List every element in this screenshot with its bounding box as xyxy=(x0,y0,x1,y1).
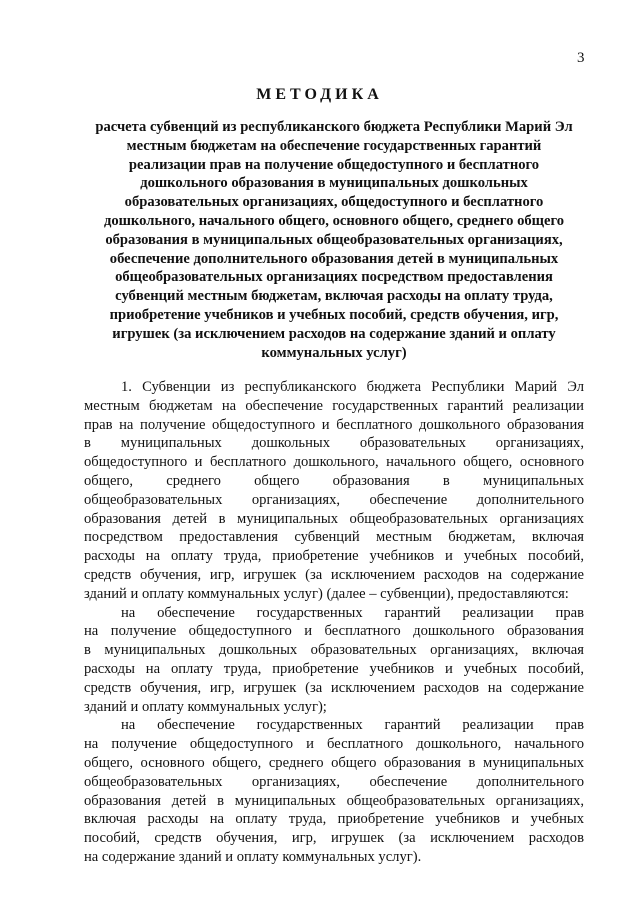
paragraph-3-line: пособий, средств обучения, игр, игрушек (за исключением расходов xyxy=(84,830,584,847)
paragraph-1-line: общедоступного и бесплатного дошкольного, начального общего, основного xyxy=(84,454,584,471)
paragraph-2-line: расходы на оплату труда, приобретение учебников и учебных пособий, xyxy=(84,660,584,677)
paragraph-1-line: местным бюджетам на обеспечение государственных гарантий реализации xyxy=(84,397,584,414)
subtitle-line: образования в муниципальных общеобразовательных организациях, xyxy=(105,231,563,248)
paragraph-1-line: образования детей в муниципальных общеобразовательных организациях xyxy=(84,510,584,527)
page-number: 3 xyxy=(577,50,585,66)
paragraph-3-line: на получение общедоступного и бесплатного дошкольного, начального xyxy=(84,736,584,753)
paragraph-1-line: 1. Субвенции из республиканского бюджета Республики Марий Эл xyxy=(121,379,584,395)
paragraph-3-line: на обеспечение государственных гарантий реализации прав xyxy=(121,717,584,734)
subtitle-line: обеспечение дополнительного образования детей в муниципальных xyxy=(109,250,559,267)
paragraph-1-line: общеобразовательных организациях, обеспечение дополнительного xyxy=(84,491,584,508)
subtitle-line: расчета субвенций из республиканского бюджета Республики Марий Эл xyxy=(95,119,573,135)
paragraph-2-line: в муниципальных дошкольных образовательных организациях, включая xyxy=(84,642,584,659)
paragraph-3-line: образования детей в муниципальных общеобразовательных организациях, xyxy=(84,792,584,809)
paragraph-1-line: средств обучения, игр, игрушек (за исключением расходов на содержание xyxy=(84,566,584,583)
paragraph-3-line: на содержание зданий и оплату коммунальных услуг). xyxy=(84,848,422,865)
paragraph-1-line: в муниципальных дошкольных образовательных организациях, xyxy=(84,435,584,452)
paragraph-1-line: прав на получение общедоступного и бесплатного дошкольного образования xyxy=(84,416,584,433)
paragraph-3-line: общеобразовательных организациях, обеспечение дополнительного xyxy=(84,773,584,790)
paragraph-2-line: на получение общедоступного и бесплатного дошкольного образования xyxy=(84,623,584,640)
paragraph-1-line: посредством предоставления субвенций местным бюджетам, включая xyxy=(84,529,584,546)
paragraph-2-line: зданий и оплату коммунальных услуг); xyxy=(84,698,327,715)
paragraph-1-line: общего, среднего общего образования в муниципальных xyxy=(84,472,584,489)
paragraph-2-line: средств обучения, игр, игрушек (за исключением расходов на содержание xyxy=(84,679,584,696)
document-title: МЕТОДИКА xyxy=(256,86,383,103)
subtitle-line: коммунальных услуг) xyxy=(261,344,407,361)
paragraph-2-line: на обеспечение государственных гарантий реализации прав xyxy=(121,604,584,621)
subtitle-line: дошкольного образования в муниципальных дошкольных xyxy=(140,175,528,192)
subtitle-line: дошкольного, начального общего, основного общего, среднего общего xyxy=(103,212,565,229)
subtitle-line: общеобразовательных организациях посредством предоставления xyxy=(115,269,553,286)
subtitle-line: образовательных организациях, общедоступного и бесплатного xyxy=(124,194,544,211)
paragraph-3-line: включая расходы на оплату труда, приобретение учебников и учебных xyxy=(84,811,584,828)
paragraph-3-line: общего, основного общего, среднего общего образования в муниципальных xyxy=(84,754,584,771)
body-text xyxy=(84,378,584,867)
subtitle-line: игрушек (за исключением расходов на содержание зданий и оплату xyxy=(112,325,556,342)
document-subtitle xyxy=(84,118,584,362)
paragraph-1-line: расходы на оплату труда, приобретение учебников и учебных пособий, xyxy=(84,548,584,565)
subtitle-line: приобретение учебников и учебных пособий, средств обучения, игр, xyxy=(109,306,559,323)
subtitle-line: местным бюджетам на обеспечение государственных гарантий xyxy=(126,137,542,154)
subtitle-line: реализации прав на получение общедоступного и бесплатного xyxy=(128,156,540,173)
subtitle-line: субвенций местным бюджетам, включая расходы на оплату труда, xyxy=(115,288,553,305)
paragraph-1-line: зданий и оплату коммунальных услуг) (далее – субвенции), предоставляются: xyxy=(84,585,569,602)
